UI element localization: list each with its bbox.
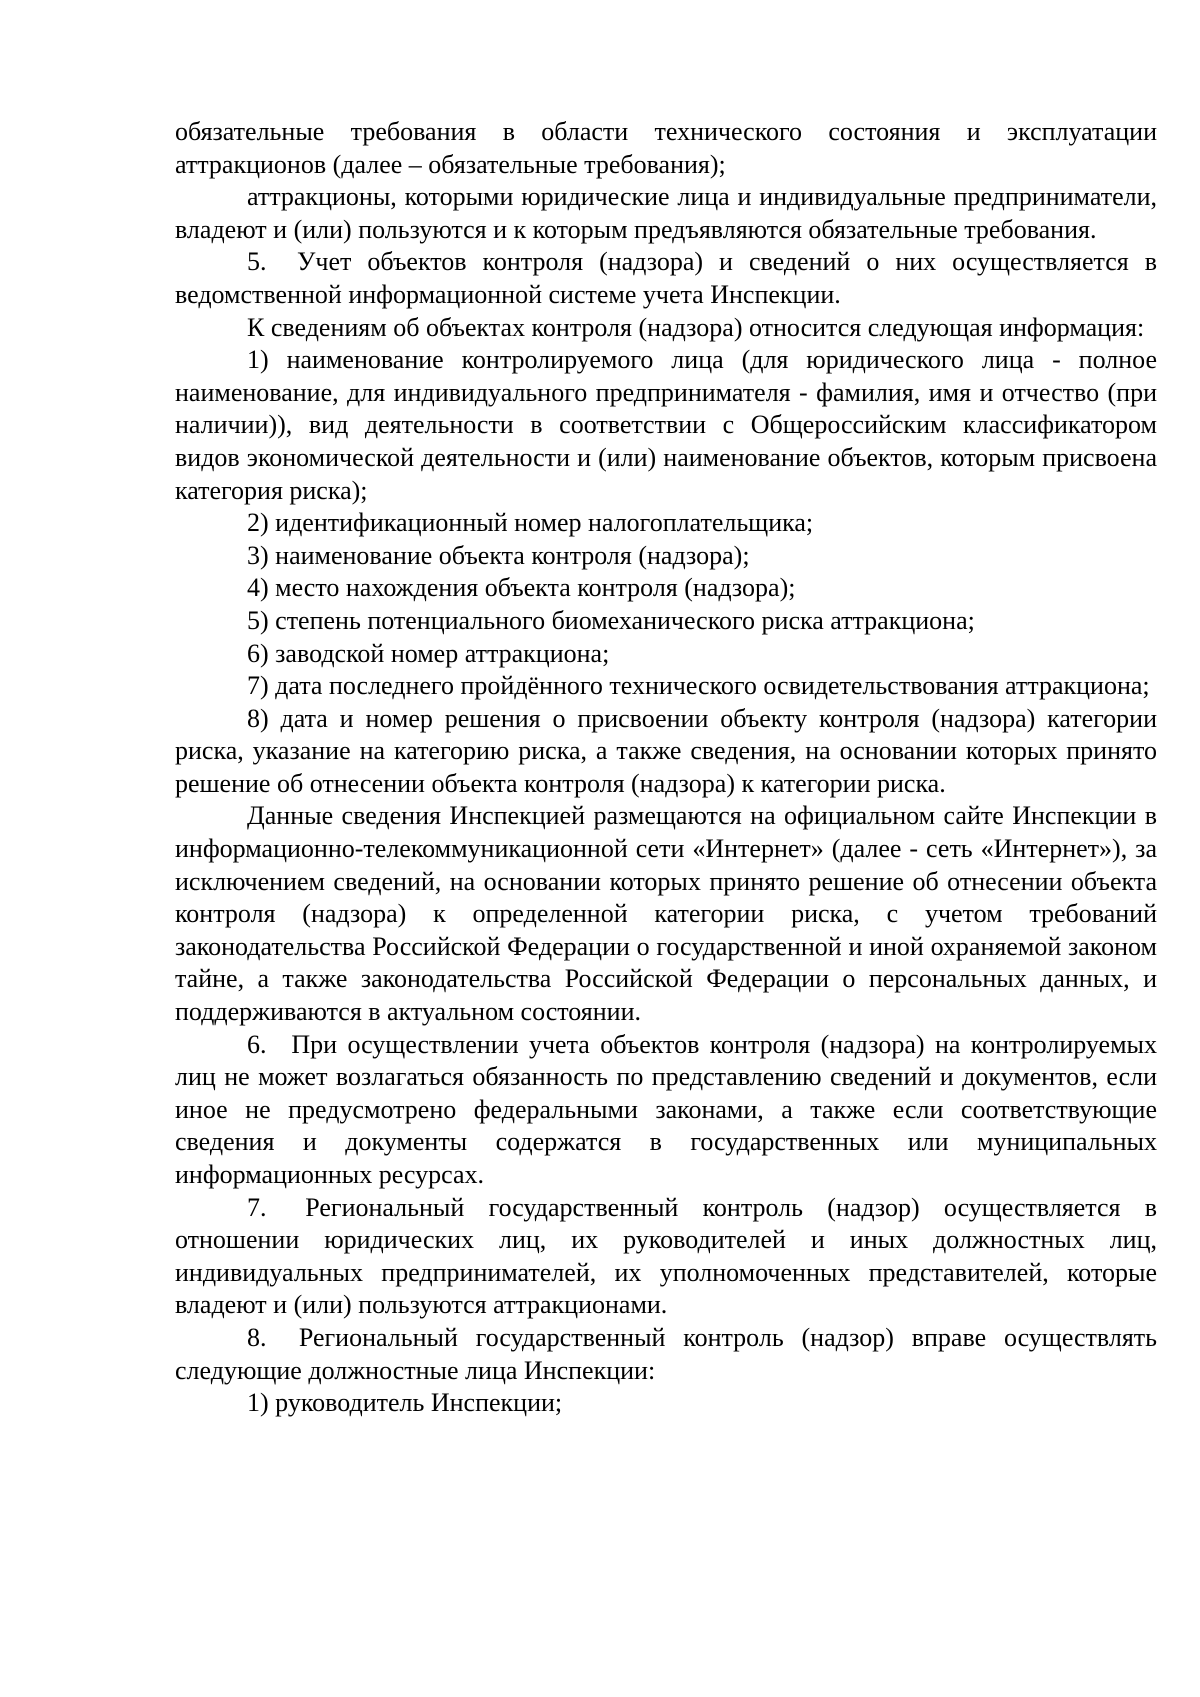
item-text: Региональный государственный контроль (надзор) осуществляется в отношении юридических лиц, их руководителей и иных должностных лиц, индивидуальных предпринимателей, их уполномоченных представителей, которые владеют и (или) пользуются аттракционами. (175, 1192, 1158, 1320)
list-item-1: 1) наименование контролируемого лица (для юридического лица - полное наименование, для индивидуального предпринимателя - фамилия, имя и отчество (при наличии)), вид деятельности в соответствии с Общероссийским классификатором видов экономической деятельности и (или) наименование объектов, которым присвоена категория риска); (175, 345, 1157, 505)
list-item-2: 2) идентификационный номер налогоплательщика; (247, 508, 814, 538)
paragraph-info-intro: К сведениям об объектах контроля (надзора) относится следующая информация: (247, 312, 1145, 342)
paragraph-obligatory-requirements: обязательные требования в области технического состояния и эксплуатации аттракционов (далее – обязательные требования); (175, 117, 1157, 179)
list-item-3: 3) наименование объекта контроля (надзора); (247, 540, 750, 570)
paragraph-item-6 (175, 1029, 1157, 1192)
item-text: Учет объектов контроля (надзора) и сведений о них осуществляется в ведомственной информационной системе учета Инспекции. (175, 247, 1157, 309)
paragraph-item-8 (175, 1322, 1157, 1387)
item-number: 7. (247, 1192, 267, 1222)
list-item-7: 7) дата последнего пройдённого технического освидетельствования аттракциона; (247, 671, 1150, 701)
item-number: 6. (247, 1029, 267, 1059)
list-item-5: 5) степень потенциального биомеханического риска аттракциона; (247, 605, 975, 635)
list-item-head-of-inspection: 1) руководитель Инспекции; (247, 1388, 563, 1418)
document-body (175, 116, 1157, 1420)
paragraph-attractions: аттракционы, которыми юридические лица и индивидуальные предприниматели, владеют и (или) пользуются и к которым предъявляются обязательные требования. (175, 182, 1157, 244)
paragraph-publication: Данные сведения Инспекцией размещаются на официальном сайте Инспекции в информационно-телекоммуникационной сети «Интернет» (далее - сеть «Интернет»), за исключением сведений, на основании которых принято решение об отнесении объекта контроля (надзора) к определенной категории риска, с учетом требований законодательства Российской Федерации о государственной и иной охраняемой законом тайне, а также законодательства Российской Федерации о персональных данных, и поддерживаются в актуальном состоянии. (175, 801, 1157, 1027)
list-item-4: 4) место нахождения объекта контроля (надзора); (247, 573, 796, 603)
item-text: При осуществлении учета объектов контроля (надзора) на контролируемых лиц не может возлагаться обязанность по представлению сведений и документов, если иное не предусмотрено федеральными законами, а также если соответствующие сведения и документы содержатся в государственных или муниципальных информационных ресурсах. (175, 1029, 1158, 1189)
paragraph-item-7 (175, 1192, 1157, 1322)
item-number: 8. (247, 1322, 267, 1352)
item-number: 5. (247, 247, 267, 277)
paragraph-item-5 (175, 246, 1157, 311)
item-text: Региональный государственный контроль (надзор) вправе осуществлять следующие должностные лица Инспекции: (175, 1322, 1157, 1385)
list-item-6: 6) заводской номер аттракциона; (247, 638, 610, 668)
list-item-8: 8) дата и номер решения о присвоении объекту контроля (надзора) категории риска, указание на категорию риска, а также сведения, на основании которых принято решение об отнесении объекта контроля (надзора) к категории риска. (175, 703, 1157, 798)
